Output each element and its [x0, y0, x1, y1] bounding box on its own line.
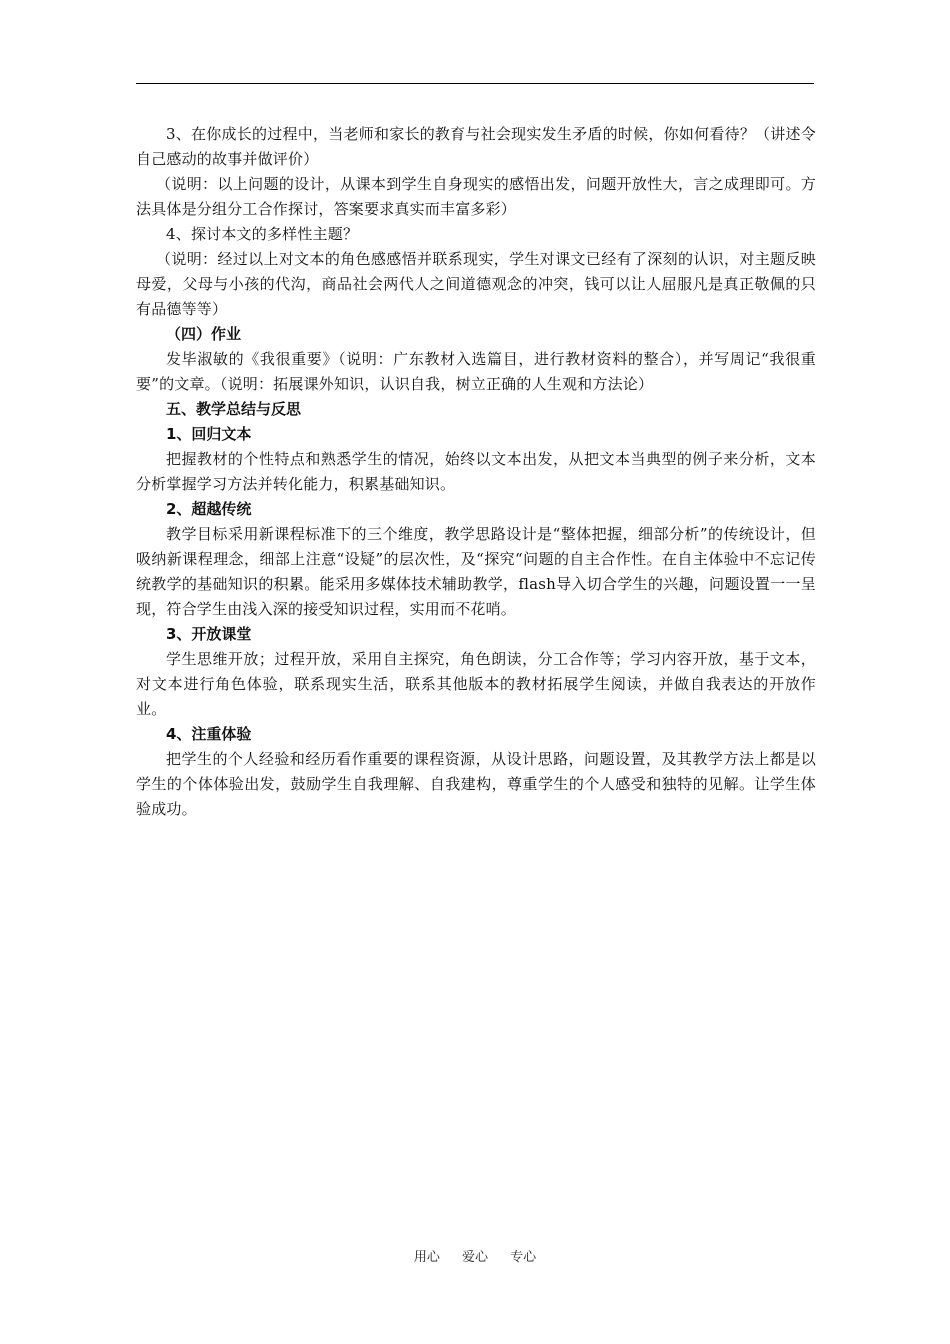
subheading-return-to-text: 1、回归文本 — [166, 425, 252, 443]
header-rule — [136, 83, 814, 84]
footer-item-3: 专心 — [510, 1250, 537, 1265]
section-heading-homework: （四）作业 — [166, 325, 242, 343]
note-paragraph-2: （说明：经过以上对文本的角色感感悟并联系现实，学生对课文已经有了深刻的认识，对主题反映母爱，父母与小孩的代沟，商品社会两代人之间道德观念的冲突，钱可以让人屈服凡是真正敬佩的只有品德等等） — [136, 250, 816, 318]
question-3: 3、在你成长的过程中，当老师和家长的教育与社会现实发生矛盾的时候，你如何看待？（讲述令自己感动的故事并做评价） — [136, 125, 816, 168]
document-body — [136, 122, 816, 822]
question-4: 4、探讨本文的多样性主题？ — [166, 225, 359, 243]
return-to-text-paragraph: 把握教材的个性特点和熟悉学生的情况，始终以文本出发，从把文本当典型的例子来分析，文本分析掌握学习方法并转化能力，积累基础知识。 — [136, 450, 816, 493]
subheading-experience: 4、注重体验 — [166, 725, 252, 743]
experience-paragraph: 把学生的个人经验和经历看作重要的课程资源，从设计思路，问题设置，及其教学方法上都是以学生的个体体验出发，鼓励学生自我理解、自我建构，尊重学生的个人感受和独特的见解。让学生体验成功。 — [136, 750, 816, 818]
page-footer — [0, 1248, 950, 1268]
subheading-beyond-tradition: 2、超越传统 — [166, 500, 252, 518]
open-classroom-paragraph: 学生思维开放；过程开放，采用自主探究，角色朗读，分工合作等；学习内容开放，基于文本，对文本进行角色体验，联系现实生活，联系其他版本的教材拓展学生阅读，并做自我表达的开放作业。 — [136, 650, 816, 718]
beyond-tradition-paragraph: 教学目标采用新课程标准下的三个维度，教学思路设计是“整体把握，细部分析”的传统设计，但吸纳新课程理念，细部上注意“设疑”的层次性，及“探究“问题的自主合作性。在自主体验中不忘记传统教学的基础知识的积累。能采用多媒体技术辅助教学，flash导入切合学生的兴趣，问题设置一一呈现，符合学生由浅入深的接受知识过程，实用而不花哨。 — [136, 525, 816, 618]
footer-item-2: 爱心 — [461, 1250, 488, 1265]
subheading-open-classroom: 3、开放课堂 — [166, 625, 252, 643]
note-paragraph-1: （说明：以上问题的设计，从课本到学生自身现实的感悟出发，问题开放性大，言之成理即可。方法具体是分组分工合作探讨，答案要求真实而丰富多彩） — [136, 175, 816, 218]
section-heading-summary: 五、教学总结与反思 — [166, 400, 302, 418]
homework-paragraph: 发毕淑敏的《我很重要》（说明：广东教材入选篇目，进行教材资料的整合），并写周记“我很重要”的文章。（说明：拓展课外知识，认识自我，树立正确的人生观和方法论） — [136, 350, 816, 393]
footer-item-1: 用心 — [413, 1250, 440, 1265]
